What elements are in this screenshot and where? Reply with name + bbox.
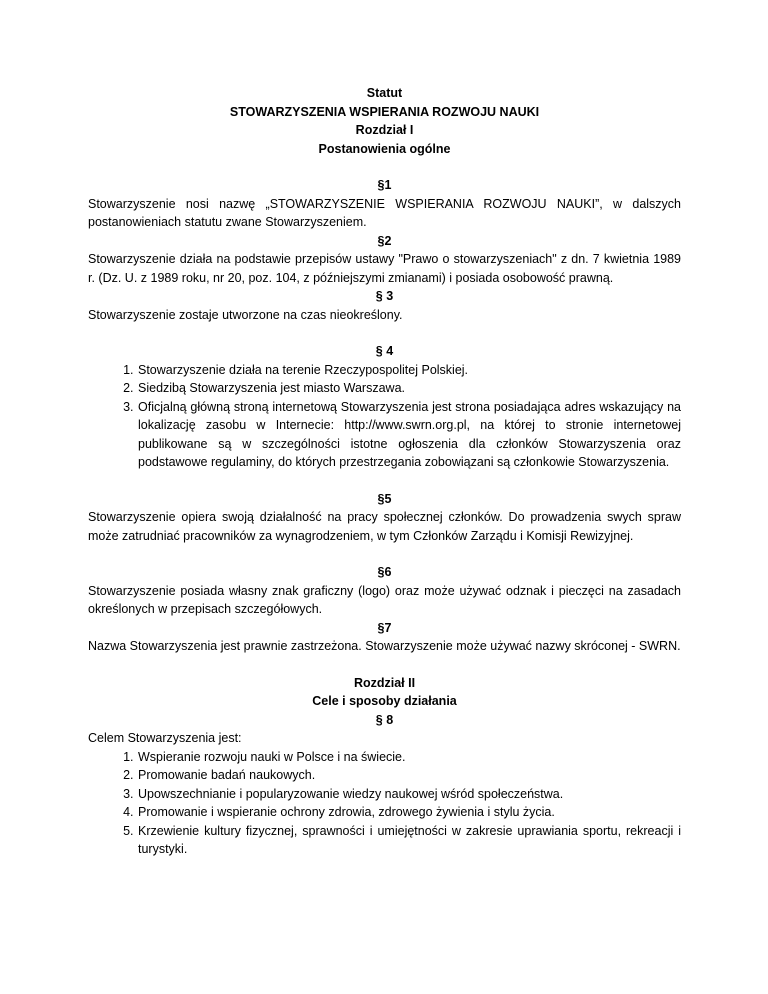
list-item: 1. Wspieranie rozwoju nauki w Polsce i na świecie.: [137, 748, 681, 767]
doc-title: Statut: [366, 86, 403, 100]
chapter-1-name: Postanowienia ogólne: [318, 141, 451, 156]
section-8-heading: § 8: [375, 712, 394, 727]
doc-subtitle: STOWARZYSZENIA WSPIERANIA ROZWOJU NAUKI: [229, 104, 540, 119]
section-5-heading: §5: [377, 491, 392, 506]
list-item: 2. Promowanie badań naukowych.: [137, 766, 681, 785]
list-item: 3. Upowszechnianie i popularyzowanie wiedzy naukowej wśród społeczeństwa.: [137, 785, 681, 804]
section-4-heading: § 4: [375, 344, 394, 358]
list-item: 1. Stowarzyszenie działa na terenie Rzeczypospolitej Polskiej.: [137, 361, 681, 380]
chapter-2-title: Rozdział II: [353, 675, 416, 690]
section-5-text: Stowarzyszenie opiera swoją działalność na pracy społecznej członków. Do prowadzenia swych spraw może zatrudniać pracowników za wynagrodzeniem, w tym Członków Zarządu i Komisji Rewizyjnej.: [88, 510, 681, 543]
section-3-heading: § 3: [375, 289, 394, 303]
list-item: 5. Krzewienie kultury fizycznej, sprawności i umiejętności w zakresie uprawiania sportu, rekreacji i turystyki.: [137, 822, 681, 859]
list-item: 3. Oficjalną główną stroną internetową Stowarzyszenia jest strona posiadająca adres wskazujący na lokalizację zasobu w Internecie: http://www.swrn.org.pl, na której to stronie internetowej publikowane są w szczególności istotne ogłoszenia dla członków Stowarzyszenia oraz podstawowe regulaminy, do których przestrzegania zobowiązani są członkowie Stowarzyszenia.: [137, 398, 681, 472]
section-1-heading: §1: [377, 178, 392, 192]
section-7-text: Nazwa Stowarzyszenia jest prawnie zastrzeżona. Stowarzyszenie może używać nazwy skróconej - SWRN.: [88, 639, 681, 653]
chapter-2-name: Cele i sposoby działania: [312, 694, 457, 708]
list-item: 2. Siedzibą Stowarzyszenia jest miasto Warszawa.: [137, 379, 681, 398]
section-8-intro: Celem Stowarzyszenia jest:: [88, 731, 242, 745]
list-item: 4. Promowanie i wspieranie ochrony zdrowia, zdrowego żywienia i stylu życia.: [137, 803, 681, 822]
section-6-text: Stowarzyszenie posiada własny znak graficzny (logo) oraz może używać odznak i pieczęci na zasadach określonych w przepisach szczegółowych.: [88, 583, 681, 616]
section-3-text: Stowarzyszenie zostaje utworzone na czas nieokreślony.: [88, 307, 403, 322]
chapter-1-title: Rozdział I: [355, 123, 414, 137]
section-2-heading: §2: [377, 233, 392, 248]
section-2-text: Stowarzyszenie działa na podstawie przepisów ustawy "Prawo o stowarzyszeniach" z dn. 7 kwietnia 1989 r. (Dz. U. z 1989 roku, nr 20, poz. 104, z późniejszymi zmianami) i posiada osobowość prawną.: [88, 252, 681, 285]
section-4-list: [88, 361, 681, 472]
section-7-heading: §7: [377, 620, 392, 635]
section-6-heading: §6: [377, 565, 392, 579]
section-1-text: Stowarzyszenie nosi nazwę „STOWARZYSZENIE WSPIERANIA ROZWOJU NAUKI”, w dalszych postanowieniach statutu zwane Stowarzyszeniem.: [88, 196, 681, 229]
section-8-list: [88, 748, 681, 859]
